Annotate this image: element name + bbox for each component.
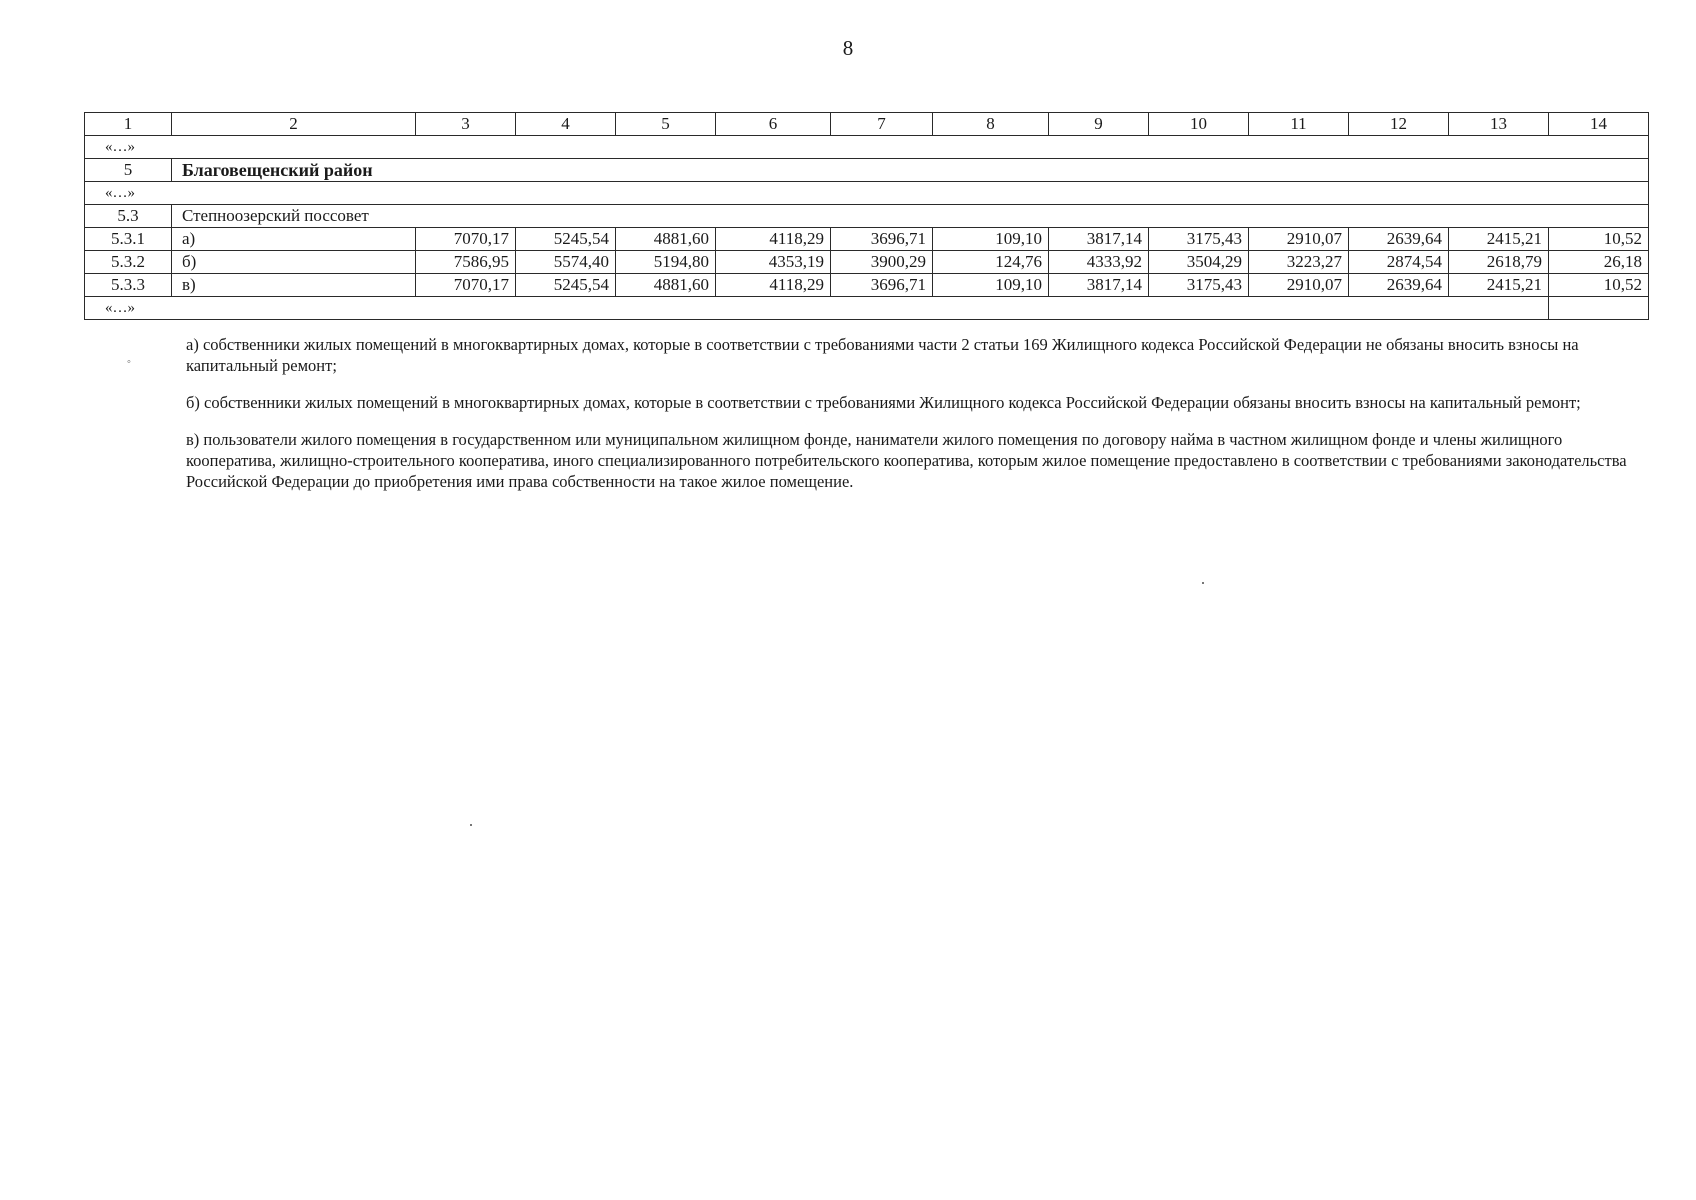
value-cell: 2874,54 — [1349, 251, 1449, 274]
header-cell: 4 — [516, 113, 616, 136]
value-cell: 3817,14 — [1049, 274, 1149, 297]
ellipsis-row — [85, 297, 1649, 320]
value-cell: 2910,07 — [1249, 228, 1349, 251]
ellipsis-row — [85, 182, 1649, 205]
header-cell: 8 — [933, 113, 1049, 136]
header-cell: 11 — [1249, 113, 1349, 136]
value-cell: 2415,21 — [1449, 228, 1549, 251]
table-row — [85, 274, 1649, 297]
value-cell: 7070,17 — [416, 274, 516, 297]
ellipsis-cell: «…» — [85, 297, 1549, 320]
value-cell: 3175,43 — [1149, 274, 1249, 297]
footnotes — [186, 334, 1648, 508]
header-cell: 10 — [1149, 113, 1249, 136]
value-cell: 3817,14 — [1049, 228, 1149, 251]
value-cell: 3696,71 — [831, 228, 933, 251]
value-cell: 4881,60 — [616, 274, 716, 297]
ellipsis-cell: «…» — [85, 182, 1649, 205]
value-cell: 2639,64 — [1349, 228, 1449, 251]
value-cell: 4353,19 — [716, 251, 831, 274]
header-cell: 1 — [85, 113, 172, 136]
header-cell: 14 — [1549, 113, 1649, 136]
table-header-row — [85, 113, 1649, 136]
header-cell: 5 — [616, 113, 716, 136]
district-row — [85, 159, 1649, 182]
header-cell: 13 — [1449, 113, 1549, 136]
row-label: б) — [172, 251, 416, 274]
value-cell: 5245,54 — [516, 274, 616, 297]
row-code: 5.3.2 — [85, 251, 172, 274]
value-cell: 26,18 — [1549, 251, 1649, 274]
value-cell: 109,10 — [933, 274, 1049, 297]
settlement-name: Степноозерский поссовет — [172, 205, 1649, 228]
value-cell: 4333,92 — [1049, 251, 1149, 274]
scan-speck — [470, 824, 472, 826]
value-cell: 10,52 — [1549, 274, 1649, 297]
row-label: в) — [172, 274, 416, 297]
footnote-c: в) пользователи жилого помещения в государственном или муниципальном жилищном фонде, наниматели жилого помещения по договору найма в частном жилищном фонде и члены жилищного кооператива, жилищно-строительного кооператива, иного специализированного потребительского кооператива, которым жилое помещение предоставлено в соответствии с требованиями законодательства Российской Федерации до приобретения ими права собственности на такое жилое помещение. — [186, 430, 1627, 491]
value-cell: 3696,71 — [831, 274, 933, 297]
footnote-b: б) собственники жилых помещений в многоквартирных домах, которые в соответствии с требованиями Жилищного кодекса Российской Федерации обязаны вносить взносы на капитальный ремонт; — [186, 393, 1581, 412]
ellipsis-row — [85, 136, 1649, 159]
value-cell: 4881,60 — [616, 228, 716, 251]
scan-mark: ◦ — [127, 356, 131, 368]
header-cell: 12 — [1349, 113, 1449, 136]
settlement-row — [85, 205, 1649, 228]
footnote-a: а) собственники жилых помещений в многоквартирных домах, которые в соответствии с требованиями части 2 статьи 169 Жилищного кодекса Российской Федерации не обязаны вносить взносы на капитальный ремонт; — [186, 335, 1579, 375]
value-cell: 124,76 — [933, 251, 1049, 274]
value-cell: 7070,17 — [416, 228, 516, 251]
header-cell: 7 — [831, 113, 933, 136]
ellipsis-cell: «…» — [85, 136, 1649, 159]
header-cell: 6 — [716, 113, 831, 136]
table-row — [85, 228, 1649, 251]
value-cell: 5194,80 — [616, 251, 716, 274]
district-code: 5 — [85, 159, 172, 182]
value-cell: 2639,64 — [1349, 274, 1449, 297]
settlement-code: 5.3 — [85, 205, 172, 228]
value-cell: 3900,29 — [831, 251, 933, 274]
header-cell: 2 — [172, 113, 416, 136]
value-cell: 4118,29 — [716, 274, 831, 297]
page-number: 8 — [842, 36, 854, 60]
value-cell: 5574,40 — [516, 251, 616, 274]
value-cell: 109,10 — [933, 228, 1049, 251]
scan-speck — [1202, 582, 1204, 584]
table-row — [85, 251, 1649, 274]
district-name: Благовещенский район — [172, 159, 1649, 182]
header-cell: 9 — [1049, 113, 1149, 136]
value-cell: 2415,21 — [1449, 274, 1549, 297]
value-cell: 10,52 — [1549, 228, 1649, 251]
value-cell: 3223,27 — [1249, 251, 1349, 274]
value-cell: 2618,79 — [1449, 251, 1549, 274]
row-code: 5.3.3 — [85, 274, 172, 297]
value-cell: 3504,29 — [1149, 251, 1249, 274]
header-cell: 3 — [416, 113, 516, 136]
empty-cell — [1549, 297, 1649, 320]
value-cell: 5245,54 — [516, 228, 616, 251]
value-cell: 3175,43 — [1149, 228, 1249, 251]
row-code: 5.3.1 — [85, 228, 172, 251]
value-cell: 7586,95 — [416, 251, 516, 274]
value-cell: 2910,07 — [1249, 274, 1349, 297]
row-label: а) — [172, 228, 416, 251]
tariff-table — [84, 112, 1649, 320]
value-cell: 4118,29 — [716, 228, 831, 251]
